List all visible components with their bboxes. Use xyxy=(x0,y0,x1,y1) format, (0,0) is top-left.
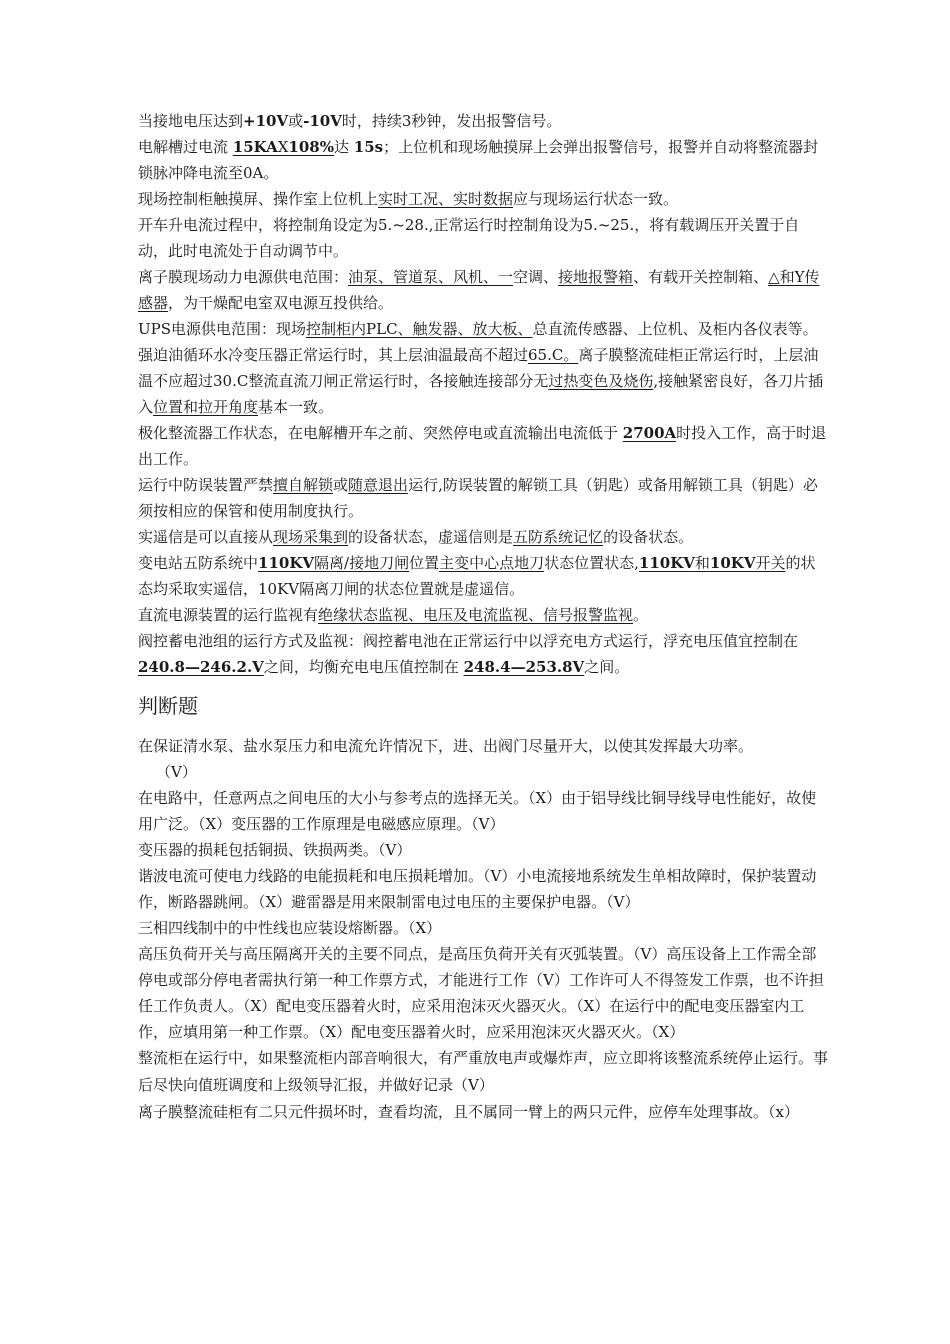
answer-blank: 110KV xyxy=(258,554,315,572)
answer-blank: 位置和拉开角度 xyxy=(153,398,259,416)
text-run: 极化整流器工作状态，在电解槽开车之前、突然停电或直流输出电流低于 xyxy=(138,424,623,442)
text-run: 强迫油循环水冷变压器正常运行时，其上层油温最高不超过 xyxy=(138,346,529,364)
judgment-item: 离子膜整流硅柜有二只元件损坏时，查看均流，且不属同一臂上的两只元件，应停车处理事故。（x） xyxy=(138,1103,799,1121)
fill-in-blank-section xyxy=(138,108,828,680)
text-run: 离子膜现场动力电源供电范围： xyxy=(138,268,349,286)
text-run: 的状态均采取实遥信，10KV隔离刀闸的状态位置就是虚遥信。 xyxy=(138,554,816,598)
answer-blank: △和Y传感器 xyxy=(138,268,820,312)
text-run: 变电站五防系统中 xyxy=(138,554,259,572)
text-run: 离子膜整流硅柜正常运行时，上层油温不应超过30.C整流直流刀闸正常运行时，各接触连接部分无 xyxy=(138,346,819,390)
answer-blank: 240.8—246.2.V xyxy=(138,658,264,676)
text-run: 的设备状态。 xyxy=(603,528,694,546)
fill-blank-paragraph xyxy=(138,134,828,186)
fill-blank-paragraph xyxy=(138,602,828,628)
text-run: 基本一致。 xyxy=(258,398,334,416)
answer-blank: 随意退出 xyxy=(348,476,409,494)
text-run: 现场控制柜触摸屏、操作室上位机上 xyxy=(138,190,379,208)
text-run: 总直流传感器、上位机、及柜内各仪表等。 xyxy=(532,320,818,338)
answer-blank: 65.C。 xyxy=(528,346,579,364)
judgment-item: 在电路中，任意两点之间电压的大小与参考点的选择无关。（X）由于铝导线比铜导线导电性能好，故使用广泛。（X）变压器的工作原理是电磁感应原理。（V） xyxy=(138,789,817,833)
text-run: 或 xyxy=(333,476,349,494)
document-body xyxy=(138,108,828,1126)
text-run: 直流电源装置的运行监视有 xyxy=(138,606,319,624)
judgment-item: （V） xyxy=(156,763,197,781)
judgment-item: 三相四线制中的中性线也应装设熔断器。（X） xyxy=(138,919,442,937)
text-run: 时投入工作，高于时退出工作。 xyxy=(138,424,827,468)
text-run: +10V xyxy=(243,112,289,130)
text-run: 之间，均衡充电电压值控制在 xyxy=(263,658,464,676)
fill-blank-paragraph xyxy=(138,524,828,550)
section-heading: 判断题 xyxy=(138,694,198,718)
text-run: 运行中防误装置严禁 xyxy=(138,476,274,494)
judgment-section xyxy=(138,733,828,1126)
answer-blank: 110KV xyxy=(638,554,695,572)
answer-blank: 控制柜内PLC、触发器、放大板、 xyxy=(306,320,533,338)
answer-blank: 现场采集到 xyxy=(273,528,349,546)
answer-blank: 10KV xyxy=(709,554,756,572)
fill-blank-paragraph xyxy=(138,212,828,264)
text-run: 实遥信是可以直接从 xyxy=(138,528,274,546)
answer-blank: 开关 xyxy=(755,554,786,572)
judgment-item: 谐波电流可使电力线路的电能损耗和电压损耗增加。（V）小电流接地系统发生单相故障时，保护装置动作，断路器跳闸。（X）避雷器是用来限制雷电过电压的主要保护电器。（V） xyxy=(138,867,817,911)
text-run: 之间。 xyxy=(584,658,630,676)
text-run: 电解槽过电流 xyxy=(138,138,233,156)
fill-blank-paragraph xyxy=(138,472,828,524)
text-run: 、有载开关控制箱、 xyxy=(633,268,769,286)
judgment-item: 高压负荷开关与高压隔离开关的主要不同点，是高压负荷开关有灭弧装置。（V）高压设备上工作需全部停电或部分停电者需执行第一种工作票方式，才能进行工作（V）工作许可人不得签发工作票，也不许担任工作负责人。（X）配电变压器着火时，应采用泡沫灭火器灭火。（X）在运行中的配电变压器室内工作，应填用第一种工作票。（X）配电变压器着火时，应采用泡沫灭火器灭火。（X） xyxy=(138,945,824,1041)
answer-blank: 15KA xyxy=(232,138,278,156)
fill-blank-paragraph xyxy=(138,186,828,212)
text-run: 15s xyxy=(353,138,384,156)
text-run: 阀控蓄电池组的运行方式及监视：阀控蓄电池在正常运行中以浮充电方式运行，浮充电压值宜控制在 xyxy=(138,632,799,650)
fill-blank-paragraph xyxy=(138,342,828,420)
answer-blank: 108% xyxy=(288,138,334,156)
fill-blank-paragraph xyxy=(138,420,828,472)
text-run: 达 xyxy=(334,138,354,156)
judgment-item: 在保证清水泵、盐水泵压力和电流允许情况下，进、出阀门尽量开大，以使其发挥最大功率。 xyxy=(138,737,754,755)
fill-blank-paragraph xyxy=(138,550,828,602)
answer-blank: X xyxy=(277,138,289,156)
answer-blank: 隔离/接地刀闸 xyxy=(314,554,410,572)
answer-blank: 和 xyxy=(694,554,710,572)
text-run: 位置 xyxy=(409,554,440,572)
text-run: 时，持续3秒钟，发出报警信号。 xyxy=(341,112,562,130)
answer-blank: 248.4—253.8V xyxy=(463,658,585,676)
answer-blank: 实时工况、实时数据 xyxy=(378,190,514,208)
text-run: 开车升电流过程中，将控制角设定为5.~28.,正常运行时控制角设为5.~25.，将有载调压开关置于自动，此时电流处于自动调节中。 xyxy=(138,216,800,260)
fill-blank-paragraph xyxy=(138,108,828,134)
text-run: 当接地电压达到 xyxy=(138,112,244,130)
fill-blank-paragraph xyxy=(138,264,828,316)
judgment-item: 变压器的损耗包括铜损、铁损两类。（V） xyxy=(138,841,412,859)
answer-blank: 擅自解锁 xyxy=(273,476,334,494)
text-run: 或 xyxy=(288,112,304,130)
answer-blank: 五防系统记忆 xyxy=(513,528,604,546)
answer-blank: 油泵、管道泵、风机、一 xyxy=(348,268,514,286)
text-run: ；上位机和现场触摸屏上会弹出报警信号，报警并自动将整流器封锁脉冲降电流至0A。 xyxy=(138,138,819,182)
answer-blank: 2700A xyxy=(622,424,677,442)
text-run: -10V xyxy=(303,112,342,130)
text-run: UPS电源供电范围：现场 xyxy=(138,320,307,338)
text-run: ，为干燥配电室双电源互投供给。 xyxy=(168,294,394,312)
answer-blank: 接地报警箱 xyxy=(558,268,634,286)
text-run: 状态位置状态, xyxy=(544,554,639,572)
fill-blank-paragraph xyxy=(138,316,828,342)
text-run: 空调、 xyxy=(513,268,559,286)
answer-blank: 绝缘状态监视、电压及电流监视、信号报警监视 xyxy=(318,606,634,624)
judgment-item: 整流柜在运行中，如果整流柜内部音响很大，有严重放电声或爆炸声，应立即将该整流系统停止运行。事后尽快向值班调度和上级领导汇报，并做好记录（V） xyxy=(138,1049,829,1094)
text-run: 。 xyxy=(633,606,649,624)
text-run: 运行,防误装置的解锁工具（钥匙）或备用解锁工具（钥匙）必须按相应的保管和使用制度执行。 xyxy=(138,476,818,520)
text-run: ,接触紧密良好，各刀片插入 xyxy=(138,372,824,416)
text-run: 的设备状态，虚遥信则是 xyxy=(348,528,514,546)
answer-blank: 主变中心点地刀 xyxy=(439,554,545,572)
text-run: 应与现场运行状态一致。 xyxy=(513,190,679,208)
fill-blank-paragraph xyxy=(138,628,828,680)
answer-blank: 过热变色及烧伤 xyxy=(548,372,654,390)
